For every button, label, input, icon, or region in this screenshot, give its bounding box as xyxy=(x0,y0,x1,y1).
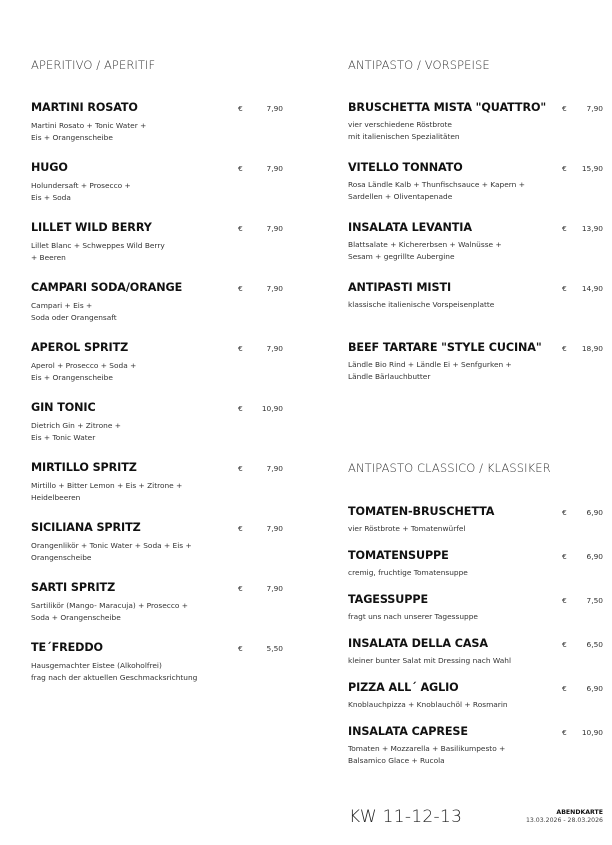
currency-symbol: € xyxy=(562,224,567,233)
menu-item xyxy=(348,505,606,535)
currency-symbol: € xyxy=(238,644,243,653)
menu-card-info xyxy=(526,809,603,824)
item-name: TE´FREDDO xyxy=(31,641,103,654)
item-name: SICILIANA SPRITZ xyxy=(31,521,141,534)
currency-symbol: € xyxy=(562,552,567,561)
item-description: Ländle Bio Rind + Ländle Ei + Senfgurken + Ländle Bärlauchbutter xyxy=(348,360,512,381)
section-title-antipasto: ANTIPASTO / VORSPEISE xyxy=(348,58,490,72)
item-price: 6,90 xyxy=(586,684,603,693)
menu-item xyxy=(31,461,287,504)
menu-item xyxy=(31,101,287,144)
currency-symbol: € xyxy=(238,464,243,473)
item-name: BRUSCHETTA MISTA "QUATTRO" xyxy=(348,101,547,114)
item-name: GIN TONIC xyxy=(31,401,96,414)
currency-symbol: € xyxy=(562,508,567,517)
menu-item xyxy=(31,581,287,624)
item-description: Tomaten + Mozzarella + Basilikumpesto + Balsamico Glace + Rucola xyxy=(348,744,506,765)
item-price: 7,90 xyxy=(586,104,603,113)
item-description: klassische italienische Vorspeisenplatte xyxy=(348,300,495,309)
item-description: Blattsalate + Kichererbsen + Walnüsse + Sesam + gegrillte Aubergine xyxy=(348,240,502,261)
item-name: SARTI SPRITZ xyxy=(31,581,116,594)
item-description: fragt uns nach unserer Tagessuppe xyxy=(348,612,478,621)
item-price: 7,90 xyxy=(266,344,283,353)
item-price: 14,90 xyxy=(581,284,603,293)
currency-symbol: € xyxy=(562,684,567,693)
item-price: 10,90 xyxy=(261,404,283,413)
menu-item xyxy=(348,281,606,311)
item-description: vier Röstbrote + Tomatenwürfel xyxy=(348,524,466,533)
menu-item xyxy=(31,401,287,444)
menu-item xyxy=(348,549,606,579)
item-name: TOMATEN-BRUSCHETTA xyxy=(348,505,495,518)
item-price: 7,90 xyxy=(266,524,283,533)
item-description: Martini Rosato + Tonic Water + Eis + Orangenscheibe xyxy=(31,121,147,142)
item-price: 6,90 xyxy=(586,508,603,517)
item-description: Campari + Eis + Soda oder Orangensaft xyxy=(31,301,117,322)
menu-item xyxy=(348,101,606,143)
currency-symbol: € xyxy=(562,728,567,737)
item-price: 7,90 xyxy=(266,224,283,233)
week-label: KW 11-12-13 xyxy=(349,807,463,827)
item-price: 7,90 xyxy=(266,104,283,113)
item-price: 7,90 xyxy=(266,284,283,293)
item-name: PIZZA ALL´ AGLIO xyxy=(348,681,459,694)
item-name: ANTIPASTI MISTI xyxy=(348,281,452,294)
currency-symbol: € xyxy=(238,344,243,353)
item-name: INSALATA LEVANTIA xyxy=(348,221,472,234)
item-price: 10,90 xyxy=(581,728,603,737)
item-price: 18,90 xyxy=(581,344,603,353)
item-description: Holundersaft + Prosecco + Eis + Soda xyxy=(31,181,131,202)
menu-item xyxy=(348,725,606,767)
item-description: vier verschiedene Röstbrote mit italienischen Spezialitäten xyxy=(348,120,460,141)
item-description: Aperol + Prosecco + Soda + Eis + Orangenscheibe xyxy=(31,361,137,382)
menu-item xyxy=(348,637,606,667)
menu-item xyxy=(31,341,287,384)
currency-symbol: € xyxy=(238,584,243,593)
item-description: Mirtillo + Bitter Lemon + Eis + Zitrone + Heidelbeeren xyxy=(31,481,183,502)
currency-symbol: € xyxy=(238,104,243,113)
currency-symbol: € xyxy=(238,224,243,233)
item-price: 7,90 xyxy=(266,584,283,593)
card-title: ABENDKARTE xyxy=(556,809,603,816)
currency-symbol: € xyxy=(562,104,567,113)
item-name: TAGESSUPPE xyxy=(348,593,428,606)
item-price: 5,50 xyxy=(266,644,283,653)
item-description: Hausgemachter Eistee (Alkoholfrei) frag nach der aktuellen Geschmacksrichtung xyxy=(31,661,198,682)
menu-item xyxy=(348,221,606,263)
item-price: 7,90 xyxy=(266,464,283,473)
currency-symbol: € xyxy=(238,524,243,533)
currency-symbol: € xyxy=(562,640,567,649)
currency-symbol: € xyxy=(562,284,567,293)
menu-item xyxy=(31,221,287,264)
item-name: TOMATENSUPPE xyxy=(348,549,449,562)
currency-symbol: € xyxy=(238,164,243,173)
item-description: Dietrich Gin + Zitrone + Eis + Tonic Water xyxy=(31,421,121,442)
item-description: cremig, fruchtige Tomatensuppe xyxy=(348,568,468,577)
validity-dates: 13.03.2026 - 28.03.2026 xyxy=(525,817,603,824)
item-description: Rosa Ländle Kalb + Thunfischsauce + Kapern + Sardellen + Oliventapenade xyxy=(348,180,525,201)
item-price: 6,90 xyxy=(586,552,603,561)
currency-symbol: € xyxy=(562,164,567,173)
currency-symbol: € xyxy=(238,284,243,293)
item-name: LILLET WILD BERRY xyxy=(31,221,152,234)
item-name: MARTINI ROSATO xyxy=(31,101,138,114)
currency-symbol: € xyxy=(562,344,567,353)
item-name: HUGO xyxy=(31,161,68,174)
item-name: VITELLO TONNATO xyxy=(348,161,463,174)
item-price: 7,90 xyxy=(266,164,283,173)
item-description: kleiner bunter Salat mit Dressing nach Wahl xyxy=(348,656,511,665)
item-description: Lillet Blanc + Schweppes Wild Berry + Beeren xyxy=(31,241,165,262)
currency-symbol: € xyxy=(562,596,567,605)
item-name: MIRTILLO SPRITZ xyxy=(31,461,137,474)
item-name: INSALATA DELLA CASA xyxy=(348,637,488,650)
section-title-classico: ANTIPASTO CLASSICO / KLASSIKER xyxy=(348,461,551,475)
item-description: Orangenlikör + Tonic Water + Soda + Eis + Orangenscheibe xyxy=(31,541,192,562)
item-description: Sartilikör (Mango- Maracuja) + Prosecco + Soda + Orangenscheibe xyxy=(31,601,188,622)
item-price: 13,90 xyxy=(581,224,603,233)
item-name: APEROL SPRITZ xyxy=(31,341,129,354)
item-price: 7,50 xyxy=(586,596,603,605)
menu-item xyxy=(348,341,606,383)
menu-item xyxy=(31,641,287,684)
item-price: 6,50 xyxy=(586,640,603,649)
menu-item xyxy=(348,161,606,203)
menu-item xyxy=(31,281,287,324)
currency-symbol: € xyxy=(238,404,243,413)
item-name: BEEF TARTARE "STYLE CUCINA" xyxy=(348,341,542,354)
item-name: INSALATA CAPRESE xyxy=(348,725,468,738)
menu-item xyxy=(31,161,287,204)
item-price: 15,90 xyxy=(581,164,603,173)
menu-item xyxy=(31,521,287,564)
item-description: Knoblauchpizza + Knoblauchöl + Rosmarin xyxy=(348,700,508,709)
menu-item xyxy=(348,681,606,711)
item-name: CAMPARI SODA/ORANGE xyxy=(31,281,183,294)
section-title-aperitivo: APERITIVO / APERITIF xyxy=(31,58,156,72)
menu-item xyxy=(348,593,606,623)
